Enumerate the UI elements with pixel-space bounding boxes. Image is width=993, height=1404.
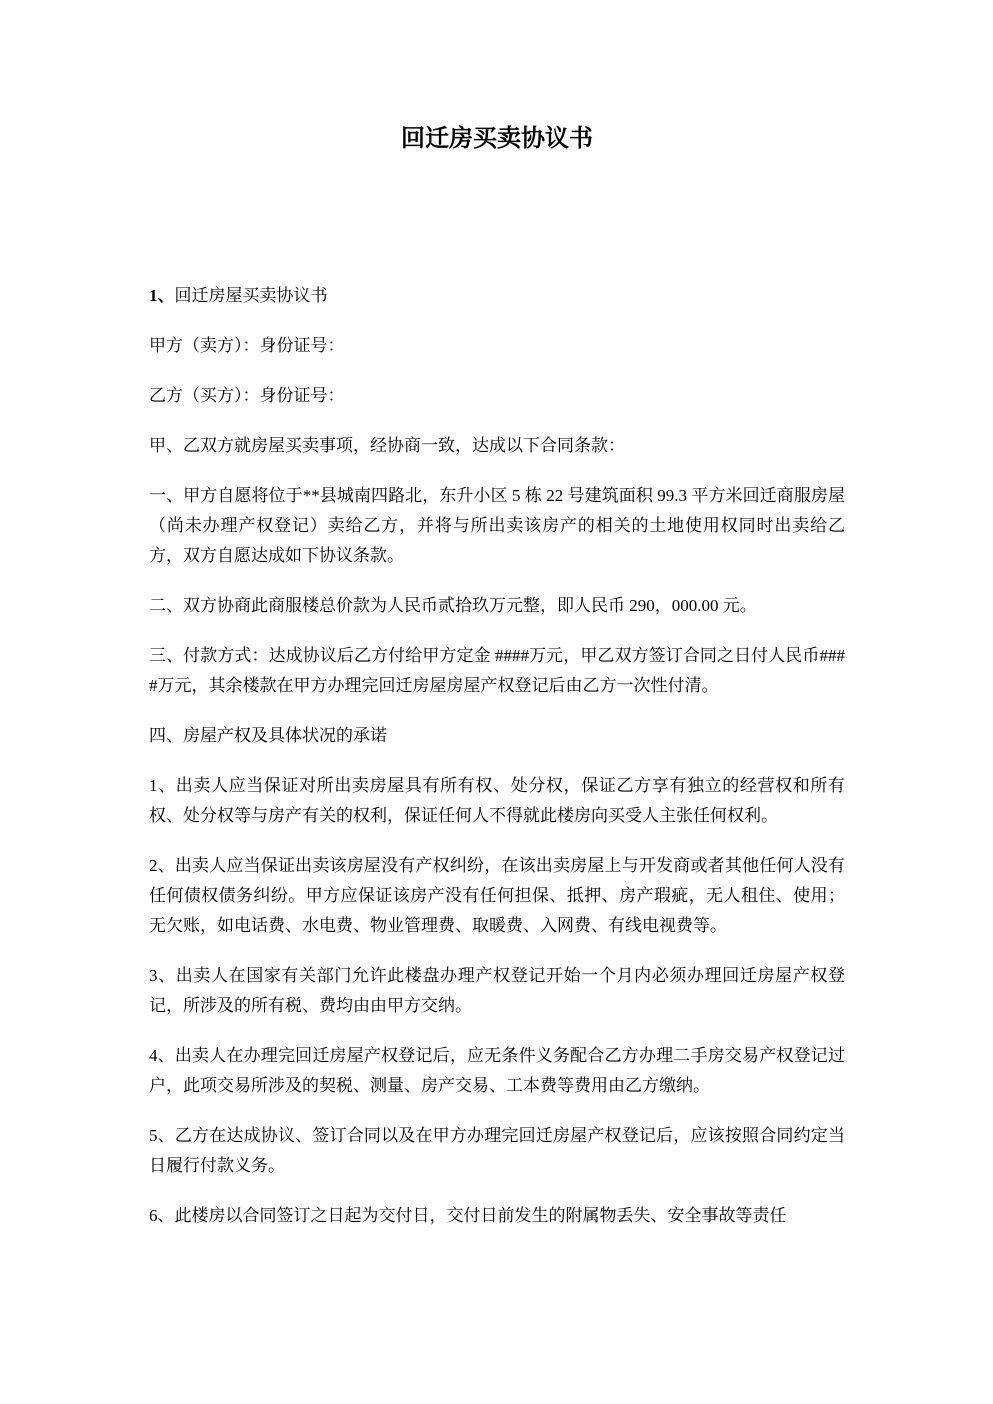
preamble-line: 甲、乙双方就房屋买卖事项，经协商一致，达成以下合同条款：	[149, 436, 625, 455]
clause-si-item-4: 4、出卖人在办理完回迁房屋产权登记后，应无条件义务配合乙方办理二手房交易产权登记过户，此项交易所涉及的契税、测量、房产交易、工本费等费用由乙方缴纳。	[149, 1046, 845, 1095]
clause-er: 二、双方协商此商服楼总价款为人民币贰拾玖万元整，即人民币 290，000.00 元。	[149, 596, 757, 615]
clause-si-item-3: 3、出卖人在国家有关部门允许此楼盘办理产权登记开始一个月内必须办理回迁房屋产权登记，所涉及的所有税、费均由由甲方交纳。	[149, 966, 845, 1015]
clause-yi: 一、甲方自愿将位于**县城南四路北，东升小区 5 栋 22 号建筑面积 99.3 平方米回迁商服房屋（尚未办理产权登记）卖给乙方，并将与所出卖该房产的相关的土地使用权同时出卖给乙方，双方自愿达成如下协议条款。	[149, 486, 845, 565]
clause-si-item-5: 5、乙方在达成协议、签订合同以及在甲方办理完回迁房屋产权登记后，应该按照合同约定当日履行付款义务。	[149, 1126, 845, 1175]
clause-si-item-6: 6、此楼房以合同签订之日起为交付日，交付日前发生的附属物丢失、安全事故等责任	[149, 1206, 787, 1225]
clause-san: 三、付款方式：达成协议后乙方付给甲方定金 ####万元，甲乙双方签订合同之日付人民币####万元，其余楼款在甲方办理完回迁房屋房屋产权登记后由乙方一次性付清。	[149, 646, 845, 695]
party-b-line: 乙方（买方）：身份证号：	[149, 386, 345, 405]
clause-si-item-2: 2、出卖人应当保证出卖该房屋没有产权纠纷，在该出卖房屋上与开发商或者其他任何人没有任何债权债务纠纷。甲方应保证该房产没有任何担保、抵押、房产瑕疵，无人租住、使用；无欠账，如电话费、水电费、物业管理费、取暖费、入网费、有线电视费等。	[149, 856, 845, 935]
heading-clause-1	[149, 281, 845, 311]
clause-si-item-1: 1、出卖人应当保证对所出卖房屋具有所有权、处分权，保证乙方享有独立的经营权和所有权、处分权等与房产有关的权利，保证任何人不得就此楼房向买受人主张任何权利。	[149, 776, 845, 825]
document-title: 回迁房买卖协议书	[401, 126, 593, 152]
clause-si-heading: 四、房屋产权及具体状况的承诺	[149, 726, 387, 745]
party-a-line: 甲方（卖方）：身份证号：	[149, 336, 345, 355]
heading-clause-number: 1、	[149, 286, 175, 305]
heading-clause-text: 回迁房屋买卖协议书	[174, 286, 328, 305]
